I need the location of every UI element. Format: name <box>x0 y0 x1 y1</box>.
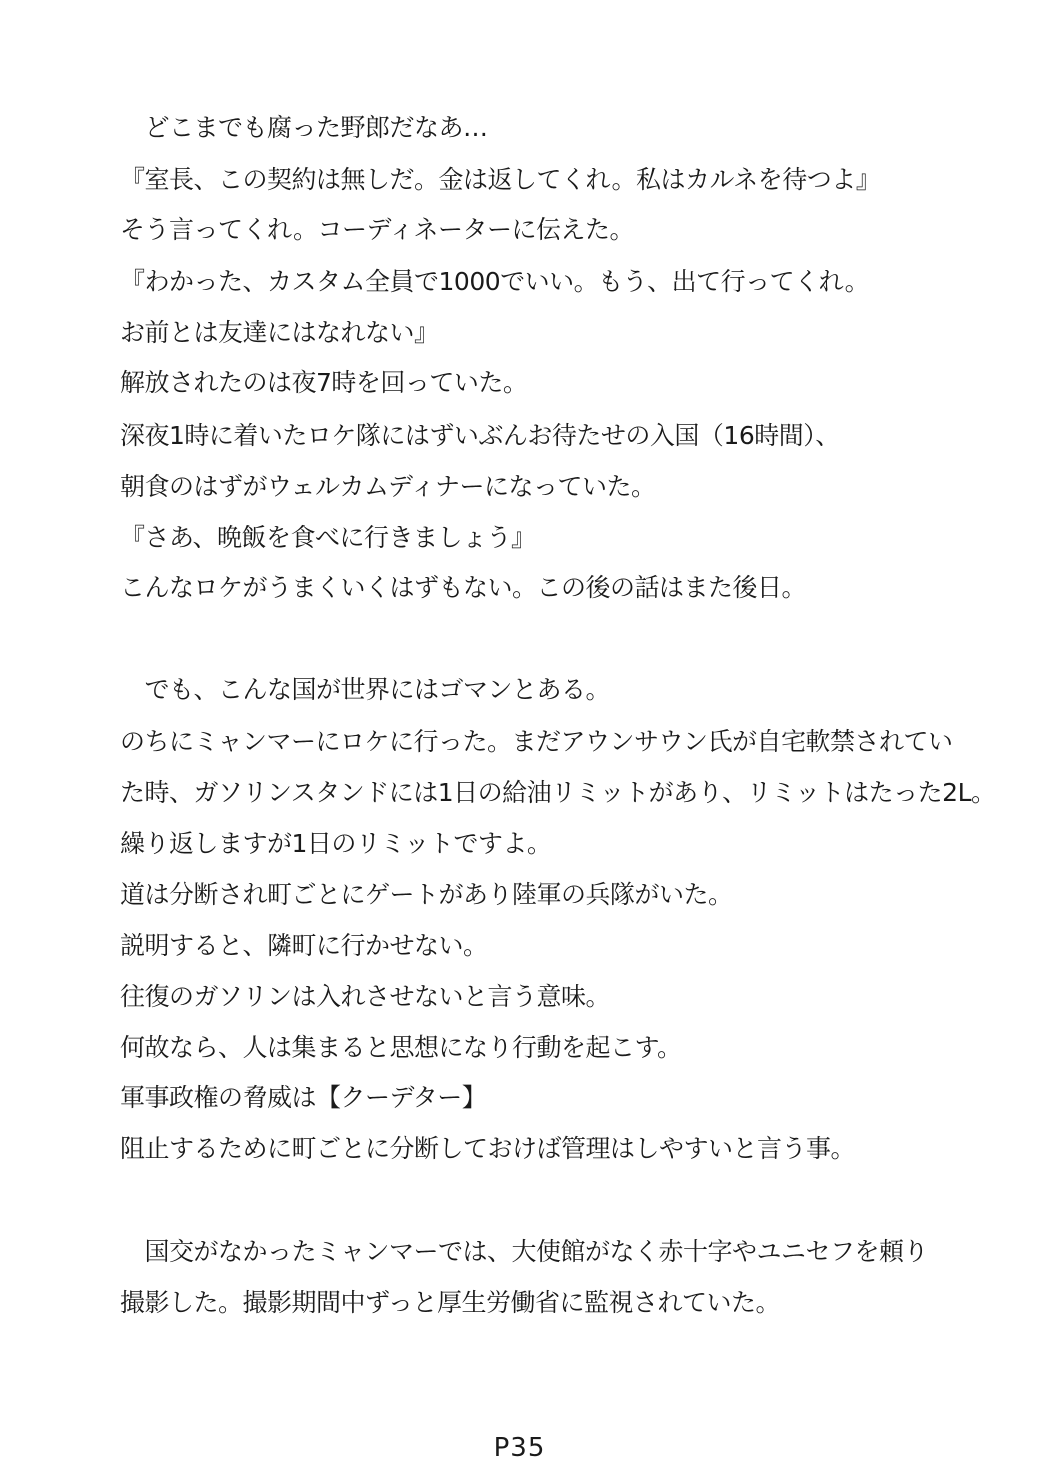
text-line: 何故なら、人は集まると思想になり行動を起こす。 <box>120 1033 682 1062</box>
text-line: どこまでも腐った野郎だなあ… <box>120 113 488 142</box>
text-line: 解放されたのは夜7時を回っていた。 <box>120 368 528 397</box>
text-line: 『わかった、カスタム全員で1000でいい。もう、出て行ってくれ。 <box>120 267 870 296</box>
text-line: 往復のガソリンは入れさせないと言う意味。 <box>120 982 611 1011</box>
text-line: 阻止するために町ごとに分断しておけば管理はしやすいと言う事。 <box>120 1134 856 1163</box>
text-line: でも、こんな国が世界にはゴマンとある。 <box>120 675 611 704</box>
page-number: P35 <box>493 1433 546 1463</box>
text-line: 説明すると、隣町に行かせない。 <box>120 931 488 960</box>
text-line: 朝食のはずがウェルカムディナーになっていた。 <box>120 472 656 501</box>
text-line: のちにミャンマーにロケに行った。まだアウンサウン氏が自宅軟禁されてい <box>120 727 953 756</box>
text-line: こんなロケがうまくいくはずもない。この後の話はまた後日。 <box>120 573 807 602</box>
text-line: 繰り返しますが1日のリミットですよ。 <box>120 829 552 858</box>
text-line: た時、ガソリンスタンドには1日の給油リミットがあり、リミットはたった2L。 <box>120 778 996 807</box>
text-line: 『室長、この契約は無しだ。金は返してくれ。私はカルネを待つよ』 <box>120 165 881 194</box>
text-line: 深夜1時に着いたロケ隊にはずいぶんお待たせの入国（16時間）、 <box>120 421 840 450</box>
text-line: 国交がなかったミャンマーでは、大使館がなく赤十字やユニセフを頼り <box>120 1237 929 1266</box>
text-line: 軍事政権の脅威は【クーデター】 <box>120 1083 487 1112</box>
text-line: 撮影した。撮影期間中ずっと厚生労働省に監視されていた。 <box>120 1288 781 1317</box>
text-line: そう言ってくれ。コーディネーターに伝えた。 <box>120 215 635 244</box>
text-line: 『さあ、晩飯を食べに行きましょう』 <box>120 523 536 552</box>
text-line: 道は分断され町ごとにゲートがあり陸軍の兵隊がいた。 <box>120 880 733 909</box>
text-line: お前とは友達にはなれない』 <box>120 318 439 347</box>
